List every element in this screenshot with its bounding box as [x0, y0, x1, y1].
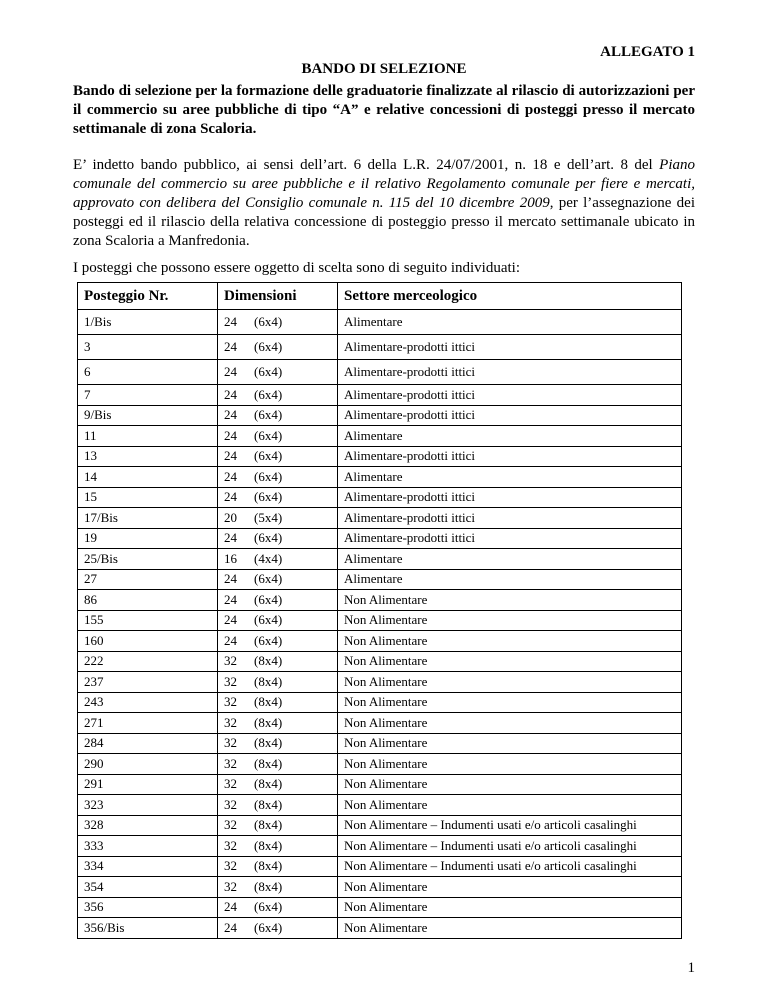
- posteggio-number: 25/Bis: [78, 549, 218, 570]
- posteggio-number: 237: [78, 672, 218, 693]
- table-row: [78, 836, 682, 857]
- posteggio-number: 356: [78, 897, 218, 918]
- header-settore: Settore merceologico: [338, 283, 682, 310]
- intro-text-2: , per l’assegnazione dei posteggi ed il rilascio della relativa concessione di posteggio presso il mercato settimanale ubicato in zona Scaloria a Manfredonia.: [73, 195, 695, 249]
- table-row: [78, 713, 682, 734]
- posteggio-number: 19: [78, 528, 218, 549]
- posteggio-number: 291: [78, 774, 218, 795]
- dimension-value: (6x4): [254, 899, 283, 915]
- dimensioni-cell: [218, 754, 338, 775]
- posteggio-number: 290: [78, 754, 218, 775]
- area-value: 32: [224, 858, 237, 874]
- table-row: [78, 610, 682, 631]
- dimensioni-cell: [218, 385, 338, 406]
- posteggio-number: 27: [78, 569, 218, 590]
- table-row: [78, 631, 682, 652]
- dimension-value: (6x4): [254, 314, 283, 329]
- posteggio-number: 271: [78, 713, 218, 734]
- settore-merceologico: Non Alimentare: [338, 774, 682, 795]
- dimensioni-cell: [218, 610, 338, 631]
- posteggio-number: 160: [78, 631, 218, 652]
- posteggio-number: 86: [78, 590, 218, 611]
- dimensioni-cell: [218, 713, 338, 734]
- table-row: [78, 569, 682, 590]
- settore-merceologico: Non Alimentare – Indumenti usati e/o articoli casalinghi: [338, 836, 682, 857]
- area-value: 24: [224, 364, 237, 379]
- table-row: [78, 426, 682, 447]
- dimensioni-cell: [218, 528, 338, 549]
- dimensioni-cell: [218, 335, 338, 360]
- posteggio-number: 222: [78, 651, 218, 672]
- dimensioni-cell: [218, 918, 338, 939]
- dimension-value: (6x4): [254, 591, 283, 607]
- dimension-value: (6x4): [254, 364, 283, 379]
- attachment-label: ALLEGATO 1: [600, 44, 695, 60]
- settore-merceologico: Non Alimentare: [338, 610, 682, 631]
- dimensioni-cell: [218, 733, 338, 754]
- posteggio-number: 7: [78, 385, 218, 406]
- posteggi-table: [77, 282, 682, 939]
- table-header-row: [78, 283, 682, 310]
- area-value: 24: [224, 427, 237, 443]
- settore-merceologico: Alimentare-prodotti ittici: [338, 405, 682, 426]
- posteggio-number: 328: [78, 815, 218, 836]
- dimensioni-cell: [218, 631, 338, 652]
- dimensioni-cell: [218, 310, 338, 335]
- area-value: 24: [224, 468, 237, 484]
- table-row: [78, 508, 682, 529]
- settore-merceologico: Non Alimentare: [338, 651, 682, 672]
- page-number: 1: [687, 960, 695, 976]
- dimension-value: (8x4): [254, 714, 283, 730]
- intro-italic-reference: Piano comunale del commercio su aree pubbliche e il relativo Regolamento comunale per fiere e mercati, approvato con delibera del Consiglio comunale n. 115 del 10 dicembre 2009: [73, 157, 695, 211]
- posteggio-number: 243: [78, 692, 218, 713]
- settore-merceologico: Non Alimentare: [338, 918, 682, 939]
- dimensioni-cell: [218, 692, 338, 713]
- table-row: [78, 774, 682, 795]
- dimensioni-cell: [218, 815, 338, 836]
- bando-heading: Bando di selezione per la formazione delle graduatorie finalizzate al rilascio di autorizzazioni per il commercio su aree pubbliche di tipo “A” e relative concessioni di posteggi presso il mercato settimanale di zona Scaloria.: [73, 83, 695, 137]
- dimensioni-cell: [218, 487, 338, 508]
- posteggio-number: 6: [78, 360, 218, 385]
- settore-merceologico: Alimentare: [338, 549, 682, 570]
- area-value: 32: [224, 776, 237, 792]
- area-value: 24: [224, 489, 237, 505]
- dimensioni-cell: [218, 405, 338, 426]
- area-value: 32: [224, 694, 237, 710]
- table-row: [78, 877, 682, 898]
- settore-merceologico: Non Alimentare – Indumenti usati e/o articoli casalinghi: [338, 856, 682, 877]
- area-value: 24: [224, 632, 237, 648]
- area-value: 32: [224, 653, 237, 669]
- table-row: [78, 405, 682, 426]
- dimensioni-cell: [218, 877, 338, 898]
- settore-merceologico: Alimentare-prodotti ittici: [338, 487, 682, 508]
- dimensioni-cell: [218, 467, 338, 488]
- document-title: BANDO DI SELEZIONE: [301, 61, 467, 77]
- settore-merceologico: Non Alimentare: [338, 713, 682, 734]
- dimension-value: (8x4): [254, 878, 283, 894]
- table-row: [78, 918, 682, 939]
- settore-merceologico: Alimentare: [338, 310, 682, 335]
- dimension-value: (8x4): [254, 837, 283, 853]
- dimensioni-cell: [218, 795, 338, 816]
- area-value: 16: [224, 550, 237, 566]
- posteggio-number: 333: [78, 836, 218, 857]
- posteggio-number: 11: [78, 426, 218, 447]
- table-row: [78, 446, 682, 467]
- dimension-value: (6x4): [254, 612, 283, 628]
- dimensioni-cell: [218, 360, 338, 385]
- dimension-value: (4x4): [254, 550, 283, 566]
- area-value: 32: [224, 755, 237, 771]
- dimension-value: (6x4): [254, 386, 283, 402]
- dimensioni-cell: [218, 897, 338, 918]
- posteggio-number: 334: [78, 856, 218, 877]
- area-value: 24: [224, 591, 237, 607]
- settore-merceologico: Alimentare-prodotti ittici: [338, 446, 682, 467]
- dimensioni-cell: [218, 672, 338, 693]
- area-value: 24: [224, 919, 237, 935]
- table-row: [78, 528, 682, 549]
- table-row: [78, 795, 682, 816]
- dimension-value: (8x4): [254, 755, 283, 771]
- area-value: 24: [224, 612, 237, 628]
- area-value: 32: [224, 796, 237, 812]
- settore-merceologico: Non Alimentare: [338, 877, 682, 898]
- area-value: 32: [224, 878, 237, 894]
- table-row: [78, 385, 682, 406]
- table-row: [78, 856, 682, 877]
- area-value: 32: [224, 817, 237, 833]
- dimension-value: (8x4): [254, 858, 283, 874]
- dimensioni-cell: [218, 651, 338, 672]
- dimension-value: (5x4): [254, 509, 283, 525]
- posteggio-number: 1/Bis: [78, 310, 218, 335]
- dimension-value: (6x4): [254, 427, 283, 443]
- settore-merceologico: Non Alimentare: [338, 754, 682, 775]
- area-value: 32: [224, 735, 237, 751]
- table-row: [78, 815, 682, 836]
- dimension-value: (8x4): [254, 673, 283, 689]
- settore-merceologico: Alimentare-prodotti ittici: [338, 335, 682, 360]
- posteggio-number: 17/Bis: [78, 508, 218, 529]
- settore-merceologico: Alimentare: [338, 426, 682, 447]
- posteggio-number: 354: [78, 877, 218, 898]
- table-row: [78, 360, 682, 385]
- settore-merceologico: Non Alimentare: [338, 590, 682, 611]
- dimensioni-cell: [218, 508, 338, 529]
- posteggio-number: 155: [78, 610, 218, 631]
- table-row: [78, 487, 682, 508]
- settore-merceologico: Alimentare: [338, 569, 682, 590]
- dimension-value: (6x4): [254, 407, 283, 423]
- posteggio-number: 14: [78, 467, 218, 488]
- dimension-value: (6x4): [254, 489, 283, 505]
- area-value: 24: [224, 407, 237, 423]
- table-row: [78, 590, 682, 611]
- table-row: [78, 733, 682, 754]
- dimension-value: (6x4): [254, 339, 283, 354]
- dimensioni-cell: [218, 774, 338, 795]
- posteggio-number: 9/Bis: [78, 405, 218, 426]
- dimensioni-cell: [218, 590, 338, 611]
- posteggio-number: 284: [78, 733, 218, 754]
- intro-paragraph: [73, 156, 695, 251]
- intro-text-1: E’ indetto bando pubblico, ai sensi dell’art. 6 della L.R. 24/07/2001, n. 18 e dell’art. 8 del: [73, 157, 660, 173]
- header-dimensioni: Dimensioni: [218, 283, 338, 310]
- table-row: [78, 651, 682, 672]
- dimension-value: (8x4): [254, 694, 283, 710]
- table-row: [78, 335, 682, 360]
- area-value: 32: [224, 714, 237, 730]
- list-intro: I posteggi che possono essere oggetto di scelta sono di seguito individuati:: [73, 260, 521, 276]
- settore-merceologico: Alimentare-prodotti ittici: [338, 385, 682, 406]
- dimension-value: (8x4): [254, 735, 283, 751]
- dimensioni-cell: [218, 446, 338, 467]
- posteggio-number: 15: [78, 487, 218, 508]
- dimension-value: (8x4): [254, 776, 283, 792]
- posteggio-number: 3: [78, 335, 218, 360]
- area-value: 24: [224, 899, 237, 915]
- settore-merceologico: Non Alimentare: [338, 692, 682, 713]
- area-value: 24: [224, 448, 237, 464]
- area-value: 24: [224, 339, 237, 354]
- settore-merceologico: Non Alimentare: [338, 631, 682, 652]
- area-value: 32: [224, 837, 237, 853]
- dimensioni-cell: [218, 569, 338, 590]
- table-row: [78, 310, 682, 335]
- posteggio-number: 323: [78, 795, 218, 816]
- settore-merceologico: Non Alimentare: [338, 795, 682, 816]
- dimension-value: (6x4): [254, 632, 283, 648]
- dimension-value: (8x4): [254, 796, 283, 812]
- table-row: [78, 897, 682, 918]
- dimension-value: (6x4): [254, 571, 283, 587]
- dimension-value: (8x4): [254, 817, 283, 833]
- settore-merceologico: Alimentare: [338, 467, 682, 488]
- dimension-value: (8x4): [254, 653, 283, 669]
- settore-merceologico: Non Alimentare: [338, 672, 682, 693]
- dimensioni-cell: [218, 856, 338, 877]
- header-posteggio: Posteggio Nr.: [78, 283, 218, 310]
- area-value: 24: [224, 530, 237, 546]
- area-value: 32: [224, 673, 237, 689]
- settore-merceologico: Non Alimentare – Indumenti usati e/o articoli casalinghi: [338, 815, 682, 836]
- settore-merceologico: Alimentare-prodotti ittici: [338, 508, 682, 529]
- dimensioni-cell: [218, 426, 338, 447]
- dimension-value: (6x4): [254, 448, 283, 464]
- posteggio-number: 356/Bis: [78, 918, 218, 939]
- settore-merceologico: Alimentare-prodotti ittici: [338, 528, 682, 549]
- dimension-value: (6x4): [254, 468, 283, 484]
- posteggio-number: 13: [78, 446, 218, 467]
- settore-merceologico: Non Alimentare: [338, 733, 682, 754]
- settore-merceologico: Non Alimentare: [338, 897, 682, 918]
- dimension-value: (6x4): [254, 919, 283, 935]
- area-value: 24: [224, 386, 237, 402]
- area-value: 24: [224, 571, 237, 587]
- table-row: [78, 692, 682, 713]
- table-row: [78, 754, 682, 775]
- dimensioni-cell: [218, 836, 338, 857]
- settore-merceologico: Alimentare-prodotti ittici: [338, 360, 682, 385]
- dimension-value: (6x4): [254, 530, 283, 546]
- table-row: [78, 467, 682, 488]
- area-value: 24: [224, 314, 237, 329]
- table-row: [78, 549, 682, 570]
- table-row: [78, 672, 682, 693]
- dimensioni-cell: [218, 549, 338, 570]
- area-value: 20: [224, 509, 237, 525]
